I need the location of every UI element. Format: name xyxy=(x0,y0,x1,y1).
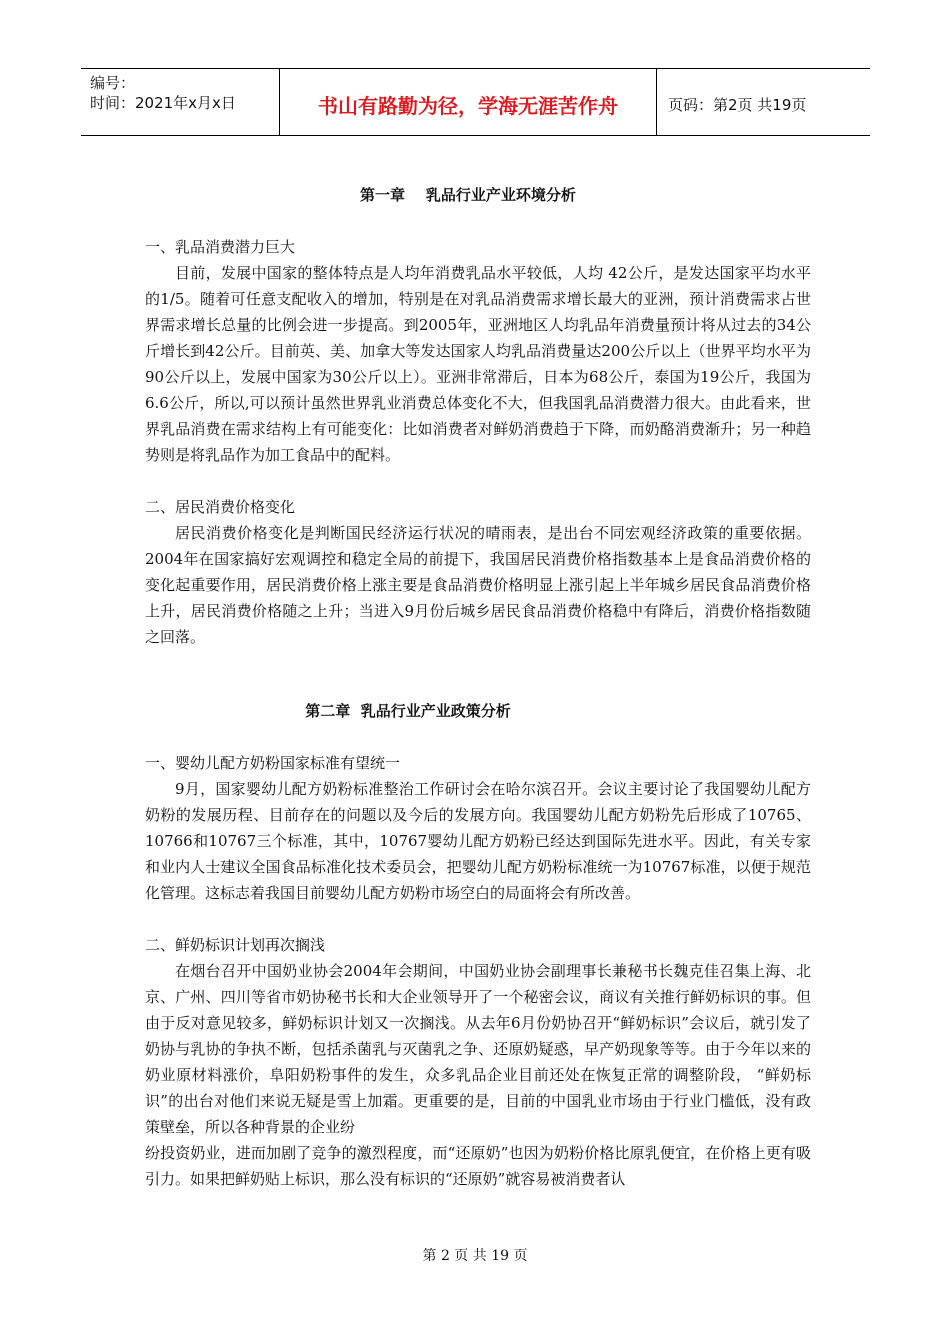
chapter-2-section-2-paragraph-continued: 纷投资奶业，进而加剧了竞争的激烈程度，而“还原奶”也因为奶粉价格比原乳便宜，在价格上更有吸引力。如果把鲜奶贴上标识，那么没有标识的“还原奶”就容易被消费者认 xyxy=(145,1144,811,1188)
document-date-label: 时间：2021年x月x日 xyxy=(90,94,236,112)
document-body xyxy=(145,180,811,1192)
chapter-1-title: 第一章 乳品行业产业环境分析 xyxy=(360,186,576,204)
chapter-1-section-1-heading: 一、乳品消费潜力巨大 xyxy=(145,238,296,256)
chapter-2-section-2-heading: 二、鲜奶标识计划再次搁浅 xyxy=(145,936,326,954)
chapter-2-section-1-paragraph: 9月，国家婴幼儿配方奶粉标准整治工作研讨会在哈尔滨召开。会议主要讨论了我国婴幼儿配方奶粉的发展历程、目前存在的问题以及今后的发展方向。我国婴幼儿配方奶粉先后形成了10765、10766和10767三个标准，其中，10767婴幼儿配方奶粉已经达到国际先进水平。因此，有关专家和业内人士建议全国食品标准化技术委员会，把婴幼儿配方奶粉标准统一为10767标准，以便于规范化管理。这标志着我国目前婴幼儿配方奶粉市场空白的局面将会有所改善。 xyxy=(145,780,811,902)
chapter-2-title: 第二章 乳品行业产业政策分析 xyxy=(305,702,511,720)
header-motto: 书山有路勤为径，学海无涯苦作舟 xyxy=(280,69,657,135)
document-number-label: 编号： xyxy=(90,74,136,92)
chapter-1-section-1-paragraph: 目前，发展中国家的整体特点是人均年消费乳品水平较低，人均 42公斤，是发达国家平均水平的1/5。随着可任意支配收入的增加，特别是在对乳品消费需求增长最大的亚洲，预计消费需求占世界需求增长总量的比例会进一步提高。到2005年，亚洲地区人均乳品年消费量预计将从过去的34公斤增长到42公斤。目前英、美、加拿大等发达国家人均乳品消费量达200公斤以上（世界平均水平为90公斤以上，发展中国家为30公斤以上）。亚洲非常滞后，日本为68公斤，泰国为19公斤，我国为6.6公斤，所以,可以预计虽然世界乳业消费总体变化不大，但我国乳品消费潜力很大。由此看来，世界乳品消费在需求结构上有可能变化：比如消费者对鲜奶消费趋于下降，而奶酪消费渐升；另一种趋势则是将乳品作为加工食品中的配料。 xyxy=(145,264,811,464)
chapter-1-section-2-heading: 二、居民消费价格变化 xyxy=(145,498,296,516)
header-page-info: 页码：第2页 共19页 xyxy=(668,95,807,114)
page-footer: 第 2 页 共 19 页 xyxy=(422,1248,528,1264)
chapter-1-section-2-paragraph: 居民消费价格变化是判断国民经济运行状况的晴雨表，是出台不同宏观经济政策的重要依据。2004年在国家搞好宏观调控和稳定全局的前提下，我国居民消费价格指数基本上是食品消费价格的变化起重要作用，居民消费价格上涨主要是食品消费价格明显上涨引起上半年城乡居民食品消费价格上升，居民消费价格随之上升；当进入9月份后城乡居民食品消费价格稳中有降后，消费价格指数随之回落。 xyxy=(145,524,811,646)
chapter-2-section-1-heading: 一、婴幼儿配方奶粉国家标准有望统一 xyxy=(145,754,401,772)
chapter-2-section-2-paragraph: 在烟台召开中国奶业协会2004年会期间，中国奶业协会副理事长兼秘书长魏克佳召集上海、北京、广州、四川等省市奶协秘书长和大企业领导开了一个秘密会议，商议有关推行鲜奶标识的事。但由于反对意见较多，鲜奶标识计划又一次搁浅。从去年6月份奶协召开“鲜奶标识”会议后，就引发了奶协与乳协的争执不断，包括杀菌乳与灭菌乳之争、还原奶疑惑，早产奶现象等等。由于今年以来的奶业原材料涨价，阜阳奶粉事件的发生，众多乳品企业目前还处在恢复正常的调整阶段， “鲜奶标识”的出台对他们来说无疑是雪上加霜。更重要的是，目前的中国乳业市场由于行业门槛低，没有政策壁垒，所以各种背景的企业纷 xyxy=(145,962,811,1136)
page-header xyxy=(81,68,870,136)
header-meta xyxy=(81,69,280,135)
